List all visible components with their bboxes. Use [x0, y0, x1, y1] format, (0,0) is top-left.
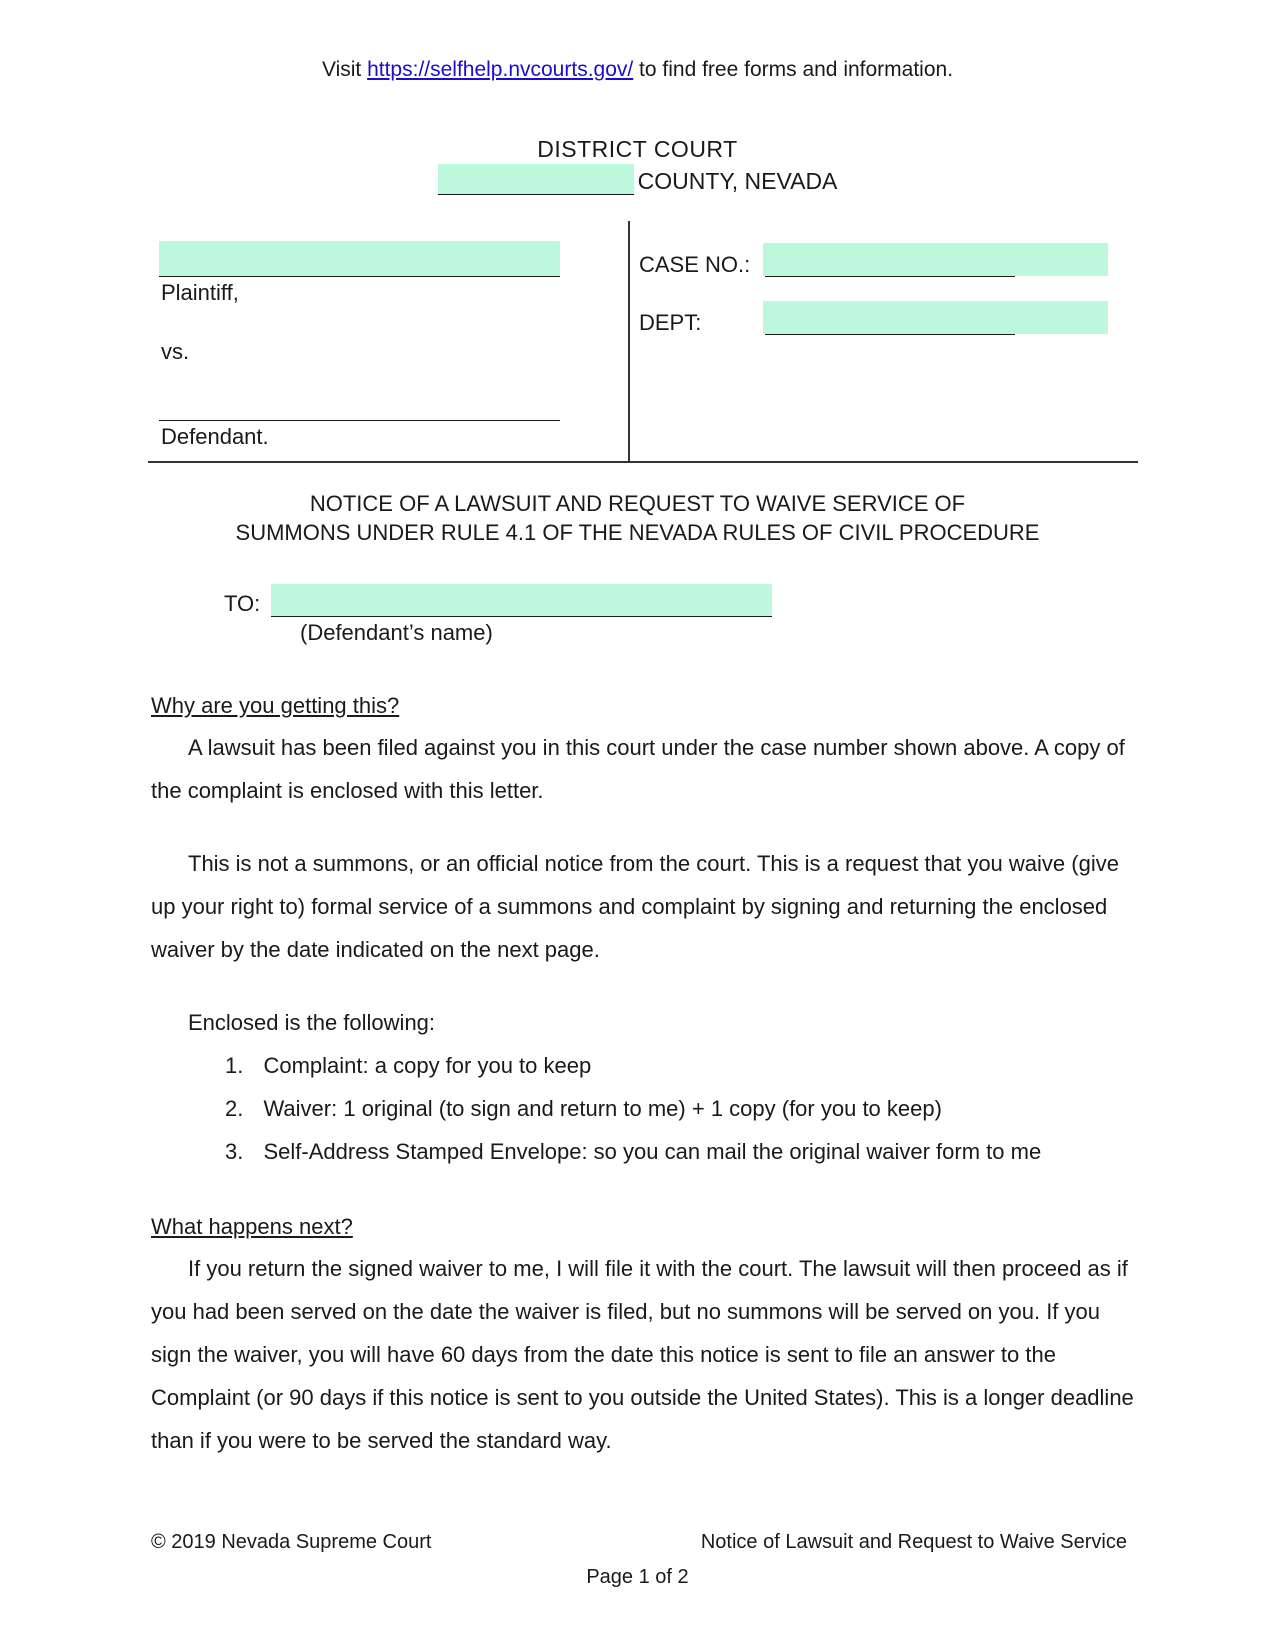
- defendant-label: Defendant.: [161, 424, 269, 449]
- paragraph-not-summons-text: This is not a summons, or an official notice from the court. This is a request that you waive (give up your right to) formal service of a summons and complaint by signing and returning the enclosed waiver by the date indicated on the next page.: [151, 851, 1119, 962]
- caption-horizontal-divider: [148, 461, 1138, 463]
- self-help-notice: [0, 58, 1275, 82]
- list-item-term: Self-Address Stamped Envelope:: [263, 1139, 588, 1164]
- list-item-number: 1.: [225, 1053, 244, 1078]
- county-suffix: COUNTY, NEVADA: [637, 168, 838, 194]
- visit-suffix: to find free forms and information.: [633, 58, 954, 81]
- list-item-desc: so you can mail the original waiver form to me: [587, 1139, 1042, 1164]
- versus-label: vs.: [161, 339, 190, 364]
- paragraph-what-next-text: If you return the signed waiver to me, I will file it with the court. The lawsuit will then proceed as if you had been served on the date the waiver is filed, but no summons will be served on you. If you sign the waiver, you will have 60 days from the date this notice is sent to file an answer to the Complaint (or 90 days if this notice is sent to you outside the United States). This is a longer deadline than if you were to be served the standard way.: [151, 1256, 1134, 1453]
- enclosed-intro: Enclosed is the following:: [188, 1010, 436, 1035]
- department-label: DEPT:: [639, 310, 702, 335]
- section-heading-next: What happens next?: [151, 1214, 353, 1239]
- court-name: DISTRICT COURT: [537, 136, 738, 162]
- list-item: [225, 1096, 942, 1122]
- caption-vertical-divider: [628, 221, 630, 461]
- defendant-recipient-field[interactable]: [271, 584, 772, 617]
- county-line: [0, 164, 1275, 195]
- county-name-field[interactable]: [438, 164, 634, 195]
- footer-page-number: Page 1 of 2: [586, 1566, 689, 1588]
- paragraph-what-next: [151, 1247, 1141, 1462]
- list-item: [225, 1053, 591, 1079]
- self-help-link[interactable]: https://selfhelp.nvcourts.gov/: [367, 58, 634, 81]
- paragraph-lawsuit-filed: [151, 726, 1141, 812]
- case-number-label: CASE NO.:: [639, 252, 751, 277]
- footer-copyright: © 2019 Nevada Supreme Court: [151, 1531, 432, 1553]
- plaintiff-label: Plaintiff,: [161, 280, 239, 305]
- defendant-name-field[interactable]: [159, 386, 560, 421]
- paragraph-lawsuit-filed-text: A lawsuit has been filed against you in this court under the case number shown above. A copy of the complaint is enclosed with this letter.: [151, 735, 1125, 803]
- list-item-term: Waiver:: [263, 1096, 338, 1121]
- list-item-number: 2.: [225, 1096, 244, 1121]
- footer-form-title: Notice of Lawsuit and Request to Waive Service: [700, 1531, 1127, 1553]
- list-item-number: 3.: [225, 1139, 244, 1164]
- defendant-name-hint: (Defendant’s name): [300, 620, 493, 645]
- to-label: TO:: [224, 591, 261, 616]
- department-field[interactable]: [763, 301, 1108, 334]
- section-heading-why: Why are you getting this?: [151, 693, 400, 718]
- list-item-desc: 1 original (to sign and return to me) + 1 copy (for you to keep): [337, 1096, 942, 1121]
- document-title: [0, 489, 1275, 547]
- case-number-field[interactable]: [763, 243, 1108, 276]
- list-item-desc: a copy for you to keep: [368, 1053, 592, 1078]
- list-item: [225, 1139, 1041, 1165]
- document-title-line2: SUMMONS UNDER RULE 4.1 OF THE NEVADA RULES OF CIVIL PROCEDURE: [235, 520, 1040, 545]
- visit-prefix: Visit: [321, 58, 368, 81]
- document-title-line1: NOTICE OF A LAWSUIT AND REQUEST TO WAIVE SERVICE OF: [309, 491, 966, 516]
- list-item-term: Complaint:: [263, 1053, 369, 1078]
- plaintiff-name-field[interactable]: [159, 241, 560, 277]
- case-number-underline: [765, 243, 1015, 277]
- paragraph-not-summons: [151, 842, 1141, 971]
- department-underline: [765, 301, 1015, 335]
